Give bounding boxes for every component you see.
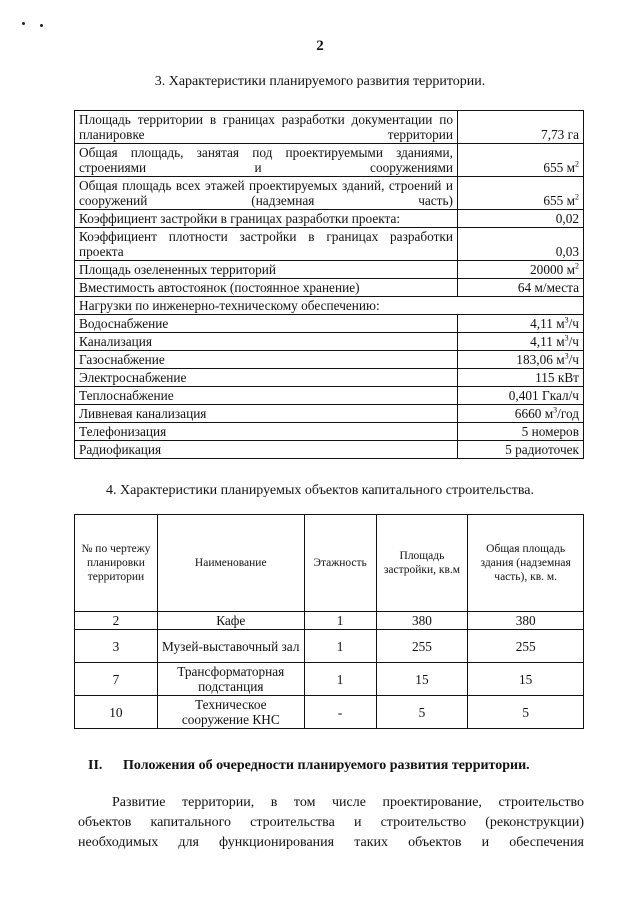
table-row: [75, 441, 584, 459]
row-value: [458, 387, 584, 405]
row-value: [458, 210, 584, 228]
table-row: [75, 333, 584, 351]
cell-floors: 1: [304, 663, 376, 696]
paragraph-line: Развитие территории, в том числе проектирование, строительство: [112, 795, 584, 810]
value-text: 6660 м: [514, 406, 554, 421]
unit-exponent: 2: [575, 159, 579, 169]
cell-name: Техническое сооружение КНС: [157, 696, 304, 729]
row-label: Ливневая канализация: [75, 405, 458, 423]
table-row: [75, 423, 584, 441]
table-row: [75, 696, 584, 729]
section-2-title: Положения об очередности планируемого развития территории.: [123, 758, 530, 773]
row-value: [458, 441, 584, 459]
row-label: Площадь озелененных территорий: [75, 261, 458, 279]
value-text: 115 кВт: [535, 370, 579, 385]
paragraph-line: объектов капитального строительства и строительство (реконструкции): [78, 815, 584, 830]
header-building-area: Площадь застройки, кв.м: [376, 515, 468, 612]
cell-building-area: 255: [376, 630, 468, 663]
table-row: [75, 297, 584, 315]
unit-exponent: 3: [564, 315, 569, 325]
row-label: Теплоснабжение: [75, 387, 458, 405]
row-label: Электроснабжение: [75, 369, 458, 387]
table-row: [75, 387, 584, 405]
header-floors: Этажность: [304, 515, 376, 612]
row-value: [458, 423, 584, 441]
row-value: [458, 111, 584, 144]
row-label: Общая площадь всех этажей проектируемых зданий, строений и сооружений (надземная часть): [75, 177, 458, 210]
row-value: [458, 315, 584, 333]
header-name: Наименование: [157, 515, 304, 612]
row-value: [458, 177, 584, 210]
unit-suffix: /ч: [568, 334, 579, 349]
unit-suffix: /ч: [568, 352, 579, 367]
row-label: Нагрузки по инженерно-техническому обеспечению:: [75, 297, 584, 315]
cell-drawing-number: 7: [75, 663, 158, 696]
row-value: [458, 279, 584, 297]
table-row: [75, 111, 584, 144]
header-drawing-number: № по чертежу планировки территории: [75, 515, 158, 612]
row-label: Радиофикация: [75, 441, 458, 459]
cell-floors: -: [304, 696, 376, 729]
row-label: Коэффициент плотности застройки в границах разработки проекта: [75, 228, 458, 261]
row-label: Площадь территории в границах разработки документации по планировке территории: [75, 111, 458, 144]
cell-total-area: 15: [468, 663, 584, 696]
row-label: Вместимость автостоянок (постоянное хранение): [75, 279, 458, 297]
value-text: 0,03: [555, 244, 579, 259]
value-text: 655 м: [543, 160, 575, 175]
row-value: [458, 405, 584, 423]
capital-objects-table: [74, 514, 584, 729]
territory-characteristics-table: [74, 110, 584, 459]
value-text: 655 м: [543, 193, 575, 208]
cell-name: Музей-выставочный зал: [157, 630, 304, 663]
cell-drawing-number: 10: [75, 696, 158, 729]
cell-building-area: 5: [376, 696, 468, 729]
value-text: 0,401 Гкал/ч: [508, 388, 579, 403]
table-row: [75, 405, 584, 423]
cell-name: Кафе: [157, 612, 304, 630]
value-text: 4,11 м: [530, 334, 565, 349]
cell-building-area: 15: [376, 663, 468, 696]
paragraph-line: необходимых для функционирования таких объектов и обеспечения: [78, 835, 584, 850]
value-text: 7,73 га: [541, 127, 579, 142]
unit-exponent: 2: [575, 192, 579, 202]
cell-building-area: 380: [376, 612, 468, 630]
row-value: [458, 333, 584, 351]
section-2-number: II.: [88, 758, 103, 773]
section-4-title: 4. Характеристики планируемых объектов капитального строительства.: [106, 483, 534, 498]
table-row: [75, 210, 584, 228]
table-row: [75, 177, 584, 210]
value-text: 5 номеров: [521, 424, 579, 439]
header-total-area: Общая площадь здания (надземная часть), кв. м.: [468, 515, 584, 612]
row-value: [458, 261, 584, 279]
table-header-row: [75, 515, 584, 612]
cell-total-area: 380: [468, 612, 584, 630]
unit-exponent: 3: [564, 333, 569, 343]
unit-exponent: 3: [553, 405, 558, 415]
value-text: 20000 м: [530, 262, 575, 277]
value-text: 64 м/места: [517, 280, 579, 295]
table-row: [75, 663, 584, 696]
table-row: [75, 261, 584, 279]
table-row: [75, 279, 584, 297]
value-text: 0,02: [555, 211, 579, 226]
unit-suffix: /ч: [568, 316, 579, 331]
row-value: [458, 369, 584, 387]
page-number: 2: [316, 38, 324, 54]
cell-drawing-number: 3: [75, 630, 158, 663]
row-value: [458, 351, 584, 369]
cell-drawing-number: 2: [75, 612, 158, 630]
row-label: Телефонизация: [75, 423, 458, 441]
table-row: [75, 369, 584, 387]
table-row: [75, 144, 584, 177]
section-3-title: 3. Характеристики планируемого развития территории.: [154, 74, 486, 89]
scan-speck: [40, 24, 43, 27]
unit-exponent: 3: [564, 351, 569, 361]
table-row: [75, 351, 584, 369]
unit-exponent: 2: [575, 261, 579, 271]
row-label: Канализация: [75, 333, 458, 351]
value-text: 5 радиоточек: [505, 442, 579, 457]
cell-total-area: 255: [468, 630, 584, 663]
row-value: [458, 144, 584, 177]
row-label: Коэффициент застройки в границах разработки проекта:: [75, 210, 458, 228]
table-row: [75, 630, 584, 663]
body-paragraph: [78, 793, 584, 853]
table-row: [75, 612, 584, 630]
row-label: Газоснабжение: [75, 351, 458, 369]
value-text: 4,11 м: [530, 316, 565, 331]
cell-floors: 1: [304, 612, 376, 630]
row-label: Общая площадь, занятая под проектируемыми зданиями, строениями и сооружениями: [75, 144, 458, 177]
row-value: [458, 228, 584, 261]
scan-speck: [22, 22, 25, 25]
row-label: Водоснабжение: [75, 315, 458, 333]
unit-suffix: /год: [557, 406, 579, 421]
cell-name: Трансформаторная подстанция: [157, 663, 304, 696]
table-row: [75, 315, 584, 333]
cell-floors: 1: [304, 630, 376, 663]
cell-total-area: 5: [468, 696, 584, 729]
table-row: [75, 228, 584, 261]
section-2-heading: [88, 758, 530, 774]
value-text: 183,06 м: [516, 352, 565, 367]
